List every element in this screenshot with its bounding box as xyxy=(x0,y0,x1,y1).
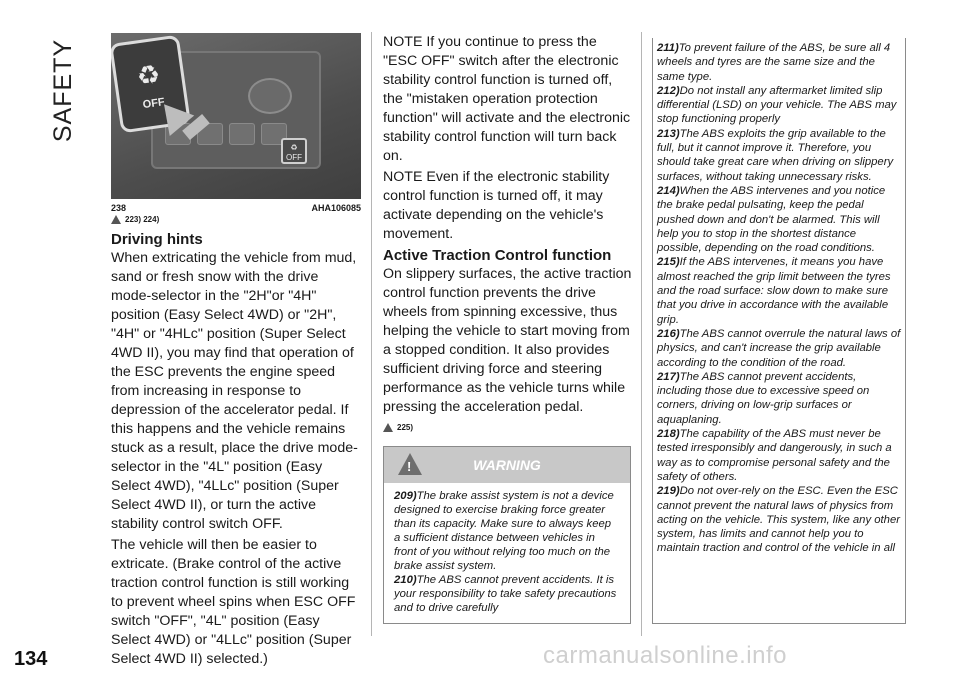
warning-item-number: 212) xyxy=(657,84,680,97)
figure-caption xyxy=(111,203,361,213)
warning-header xyxy=(384,447,630,483)
warning-item xyxy=(657,427,901,484)
body-paragraph: When extricating the vehicle from mud, sand or fresh snow with the drive mode-selector in the "2H"or "4H" position (Easy Select 4WD) or "2H", "4H" or "4HLc" position (Super Select 4WD II), you may find that operation of the ESC prevents the engine speed from increasing in response to depression of the accelerator pedal. If this happens and the vehicle remains stuck as a result, place the drive mode-selector in the "4L" position (Easy Select 4WD), "4LLc" position (Super Select 4WD II), or turn the active stability control switch OFF. xyxy=(111,250,358,532)
warning-item-number: 218) xyxy=(657,428,680,441)
note-paragraph: NOTE If you continue to press the "ESC OFF" switch after the electronic stability control function is turned off, the "mistaken operation protection function" will activate and the electronic stability control function will turn back on. xyxy=(383,34,631,164)
warning-item-number: 215) xyxy=(657,256,680,269)
warning-item xyxy=(657,327,901,370)
warning-item-text: The capability of the ABS must never be tested irresponsibly and dangerously, in such a way as to compromise personal safety and the safety of others. xyxy=(657,428,892,483)
warning-item-number: 214) xyxy=(657,184,680,197)
warning-item-number: 209) xyxy=(394,490,417,502)
switch-off-label: OFF xyxy=(286,153,302,162)
skidding-car-icon: ♻ xyxy=(134,58,163,92)
warning-item-text: The ABS cannot overrule the natural laws of physics, and can't increase the grip available according to the condition of the road. xyxy=(657,327,901,369)
warning-reference xyxy=(111,215,361,224)
warning-box xyxy=(383,446,631,624)
warning-item xyxy=(657,370,901,427)
warning-item-number: 217) xyxy=(657,370,680,383)
console-button xyxy=(229,123,255,145)
skidding-car-icon: ♻ xyxy=(290,143,298,152)
warning-item xyxy=(657,255,901,326)
body-paragraph: The vehicle will then be easier to extricate. (Brake control of the active traction control function is still working to prevent wheel spins when ESC OFF switch "OFF", "4L" position (Easy Select 4WD) or "4LLc" position (Super Select 4WD II) selected.) xyxy=(111,537,356,667)
body-paragraph: On slippery surfaces, the active traction control function prevents the drive wheels from spinning excessive, thus helping the vehicle to start moving from a stopped condition. It also provides sufficient driving force and steering performance as the vehicle turns while pressing the acceleration pedal. xyxy=(383,266,632,415)
warning-item xyxy=(394,573,620,615)
drive-mode-knob xyxy=(248,78,292,114)
esc-off-switch xyxy=(281,138,307,164)
warning-reference-numbers: 223) 224) xyxy=(125,215,160,224)
warning-item-text: The ABS cannot prevent accidents. It is your responsibility to take safety precautions and to drive carefully xyxy=(394,574,617,614)
warning-triangle-icon xyxy=(383,423,393,432)
warning-item-text: When the ABS intervenes and you notice the brake pedal pulsating, keep the pedal pushed down and don't be alarmed. This will help you to stop in the shortest distance possible, depending on the road conditions. xyxy=(657,184,886,255)
warning-item xyxy=(657,41,901,84)
warning-item-text: The ABS cannot prevent accidents, including those due to excessive speed on corners, driving on low-grip surfaces or aquaplaning. xyxy=(657,370,870,426)
column-divider xyxy=(641,32,642,636)
section-tab xyxy=(44,30,84,150)
warning-item-text: The brake assist system is not a device designed to exercise braking force greater than its capacity. Make sure to always keep a sufficient distance between vehicles in front of you without relying too much on the brake assist system. xyxy=(394,490,614,572)
callout-off-label: OFF xyxy=(142,96,166,112)
warning-item-number: 213) xyxy=(657,127,680,140)
warning-item xyxy=(657,184,901,255)
warning-title: WARNING xyxy=(473,457,541,473)
figure-code: AHA106085 xyxy=(311,203,361,213)
warning-item-text: Do not install any aftermarket limited slip differential (LSD) on your vehicle. The ABS may stop functioning properly xyxy=(657,84,897,126)
watermark: carmanualsonline.info xyxy=(543,642,787,669)
warning-item-text: To prevent failure of the ABS, be sure all 4 wheels and tyres are the same size and the same type. xyxy=(657,42,891,83)
column-middle xyxy=(383,33,633,624)
warning-item-number: 211) xyxy=(657,42,679,54)
warning-body xyxy=(384,483,630,623)
warning-item xyxy=(657,127,901,184)
section-heading: Driving hints xyxy=(111,231,203,248)
column-left xyxy=(111,33,361,669)
warning-item-number: 219) xyxy=(657,485,680,498)
warning-reference xyxy=(383,423,633,432)
figure-number: 238 xyxy=(111,203,127,213)
warning-continuation-box xyxy=(652,38,906,624)
warning-item-number: 210) xyxy=(394,574,417,586)
warning-item-text: The ABS exploits the grip available to the full, but it cannot improve it. Therefore, you should take great care when driving on slippery surfaces, without taking unnecessary risks. xyxy=(657,127,894,183)
note-paragraph: NOTE Even if the electronic stability control function is turned off, it may activate depending on the vehicle's movement. xyxy=(383,169,610,242)
column-divider xyxy=(371,32,372,636)
warning-item-number: 216) xyxy=(657,327,680,340)
warning-triangle-icon: ! xyxy=(398,453,422,475)
section-tab-label: SAFETY xyxy=(49,38,78,142)
esc-switch-figure xyxy=(111,33,361,199)
warning-triangle-icon xyxy=(111,215,121,224)
page-number: 134 xyxy=(14,648,48,670)
warning-item xyxy=(394,489,620,573)
warning-item xyxy=(657,484,901,555)
warning-reference-numbers: 225) xyxy=(397,423,414,432)
section-heading: Active Traction Control function xyxy=(383,247,612,264)
warning-item-text: Do not over-rely on the ESC. Even the ESC cannot prevent the natural laws of physics from acting on the vehicle. This system, like any other system, has limits and cannot help you to maintain traction and control of the vehicle in all xyxy=(657,485,900,555)
warning-item xyxy=(657,84,901,127)
warning-item-text: If the ABS intervenes, it means you have almost reached the grip limit between the tyres and the road surface: slow down to make sure that you drive in accordance with the available grip. xyxy=(657,256,891,326)
